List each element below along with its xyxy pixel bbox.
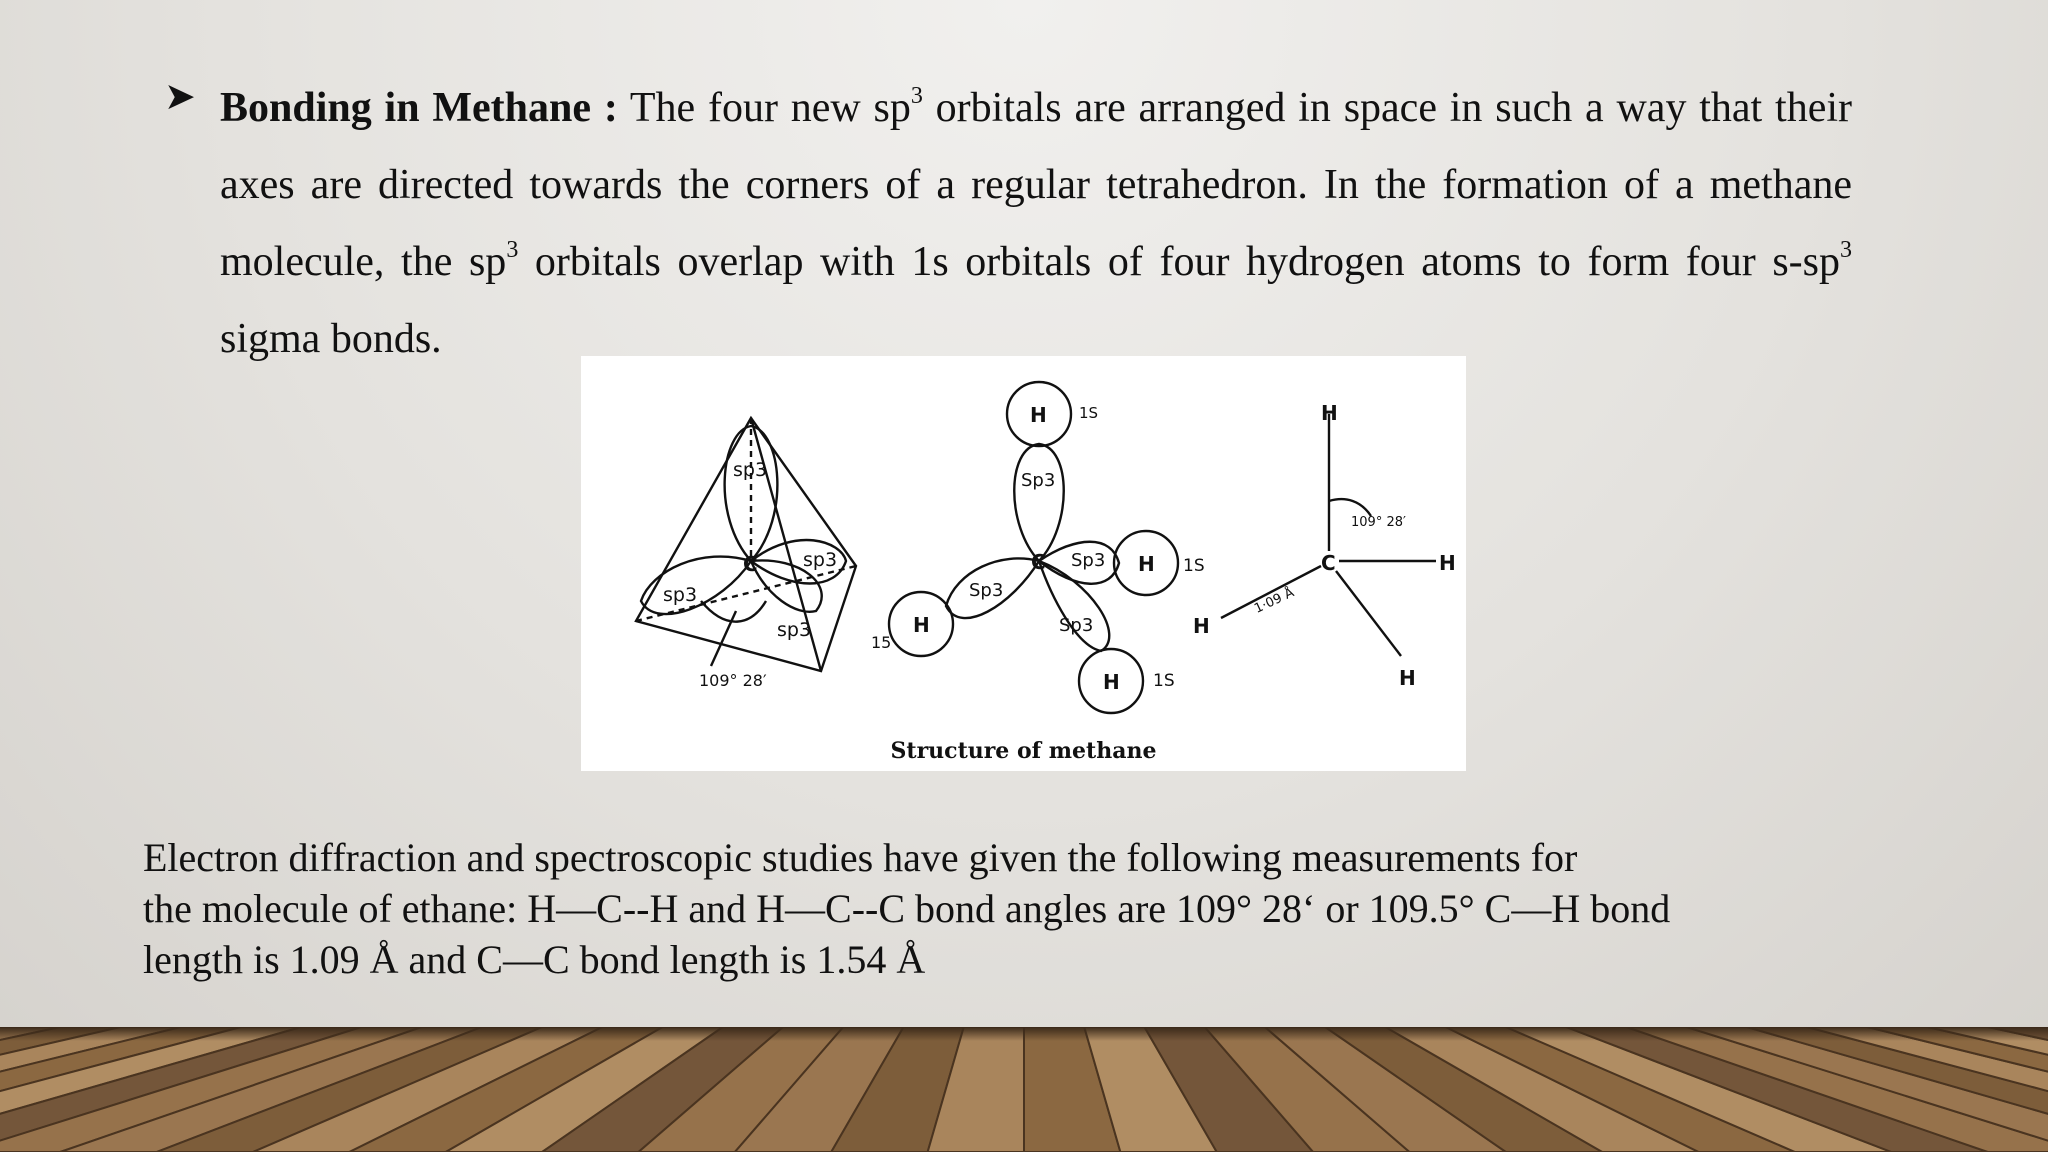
bullet-text-3: orbitals overlap with 1s orbitals of four hydrogen atoms to form four s-sp (518, 239, 1841, 285)
mid-1s-bottom: 1S (1153, 671, 1175, 691)
bullet-text-4: sigma bonds. (220, 316, 442, 362)
tetra-sp3-left: sp3 (663, 584, 698, 606)
bond-geometry-drawing (1193, 401, 1456, 690)
superscript-3: 3 (1840, 237, 1853, 263)
wooden-floor (0, 1027, 2048, 1152)
mid-sp3-left: Sp3 (969, 580, 1004, 601)
geo-carbon-label: C (1321, 551, 1336, 575)
bullet-arrow-icon: ➤ (164, 74, 196, 118)
bullet-paragraph (220, 70, 1852, 378)
mid-sp3-right: Sp3 (1071, 550, 1106, 571)
measurements-line-3: length is 1.09 Å and C—C bond length is 1.54 Å (143, 937, 926, 982)
geo-h-right: H (1439, 551, 1456, 575)
superscript-1: 3 (910, 83, 923, 109)
ethane-measurements-text (143, 832, 1943, 985)
geo-bond-length: 1·09 Å (1252, 585, 1297, 617)
mid-sp3-top: Sp3 (1021, 470, 1056, 491)
tetra-sp3-top: sp3 (733, 459, 768, 481)
bullet-text-1: The four new sp (617, 85, 911, 131)
mid-carbon-label: C (1031, 550, 1046, 574)
figure-caption: Structure of methane (890, 738, 1157, 764)
geo-angle-label: 109° 28′ (1351, 515, 1406, 530)
tetra-sp3-right: sp3 (803, 549, 838, 571)
tetra-carbon-label: C (743, 552, 758, 576)
methane-structure-figure (581, 356, 1466, 771)
mid-h-bottom: H (1103, 670, 1120, 694)
tetrahedron-drawing (636, 418, 856, 690)
floor-shadow (0, 1027, 2048, 1041)
orbital-overlap-drawing (871, 382, 1205, 713)
bullet-heading: Bonding in Methane : (220, 85, 618, 131)
geo-h-bottom: H (1399, 666, 1416, 690)
methane-diagram (581, 356, 1466, 736)
mid-1s-top: 1S (1079, 404, 1099, 422)
geo-h-left: H (1193, 614, 1210, 638)
superscript-2: 3 (506, 237, 519, 263)
mid-h-left: H (913, 613, 930, 637)
geo-h-top: H (1321, 401, 1338, 425)
mid-h-right: H (1138, 552, 1155, 576)
tetra-sp3-bottom: sp3 (777, 619, 812, 641)
tetra-angle-label: 109° 28′ (699, 671, 767, 690)
mid-1s-right: 1S (1183, 556, 1205, 576)
mid-sp3-bottom: Sp3 (1059, 615, 1094, 636)
mid-1s-left: 15 (871, 633, 892, 652)
measurements-line-2: the molecule of ethane: H—C--H and H—C--C bond angles are 109° 28‘ or 109.5° C—H bond (143, 886, 1671, 931)
bullet-text-2: orbitals are arranged in space in such a way that their axes are directed towards the corners of a regular tetrahedron. In the formation of a methane molecule, the sp (220, 85, 1852, 285)
mid-h-top: H (1030, 403, 1047, 427)
measurements-line-1: Electron diffraction and spectroscopic studies have given the following measurements for (143, 835, 1578, 880)
